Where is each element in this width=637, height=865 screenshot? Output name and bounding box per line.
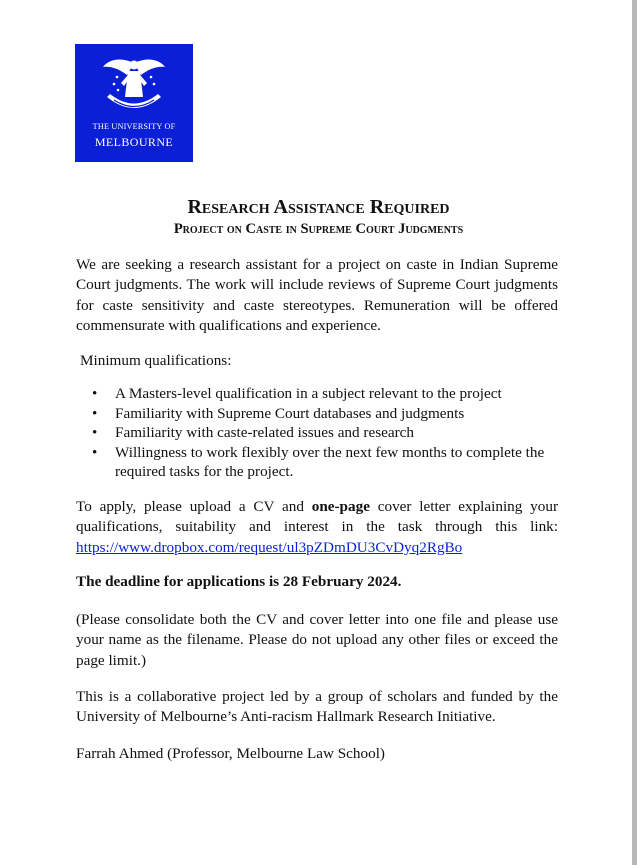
list-item: • A Masters-level qualification in a subject relevant to the project: [92, 385, 502, 402]
apply-paragraph: [76, 497, 558, 558]
list-item: • Familiarity with caste-related issues and research: [92, 424, 414, 442]
university-logo: [75, 44, 193, 162]
qualifications-label: Minimum qualifications:: [80, 352, 232, 369]
logo-university-line: THE UNIVERSITY OF: [92, 122, 176, 131]
deadline-text: The deadline for applications is 28 February 2024.: [76, 573, 402, 590]
page-title: Research Assistance Required: [187, 196, 450, 218]
dropbox-link[interactable]: https://www.dropbox.com/request/ul3pZDmDU3CvDyq2RgBo: [76, 538, 463, 556]
bullet-icon: •: [92, 404, 98, 422]
logo-melbourne-line: MELBOURNE: [94, 135, 174, 149]
bullet-icon: •: [92, 385, 98, 402]
list-item: • Willingness to work flexibly over the next few months to complete the required tasks for the project.: [92, 443, 545, 481]
qualifications-list: [90, 384, 560, 482]
list-item: • Familiarity with Supreme Court databases and judgments: [92, 404, 465, 422]
apply-text-start: To apply, please upload a CV and: [76, 498, 312, 515]
crest-icon: [99, 53, 169, 119]
apply-text-end: cover letter explaining your qualifications, suitability and interest in the task through this link:: [76, 498, 558, 536]
intro-paragraph: We are seeking a research assistant for a project on caste in Indian Supreme Court judgments. The work will include reviews of Supreme Court judgments for caste sensitivity and caste stereotypes. Remuneration will be offered commensurate with qualifications and experience.: [76, 256, 558, 335]
bullet-icon: •: [92, 424, 98, 442]
note-paragraph: (Please consolidate both the CV and cover letter into one file and please use your name as the filename. Please do not upload any other files or exceed the page limit.): [76, 611, 558, 669]
bullet-icon: •: [92, 443, 98, 461]
collaboration-paragraph: This is a collaborative project led by a group of scholars and funded by the University of Melbourne’s Anti-racism Hallmark Research Initiative.: [76, 688, 558, 726]
page-edge: [632, 0, 637, 865]
signature: Farrah Ahmed (Professor, Melbourne Law School): [76, 745, 385, 762]
page-subtitle: Project on Caste in Supreme Court Judgments: [173, 221, 464, 237]
apply-text-bold: one-page: [311, 498, 370, 515]
